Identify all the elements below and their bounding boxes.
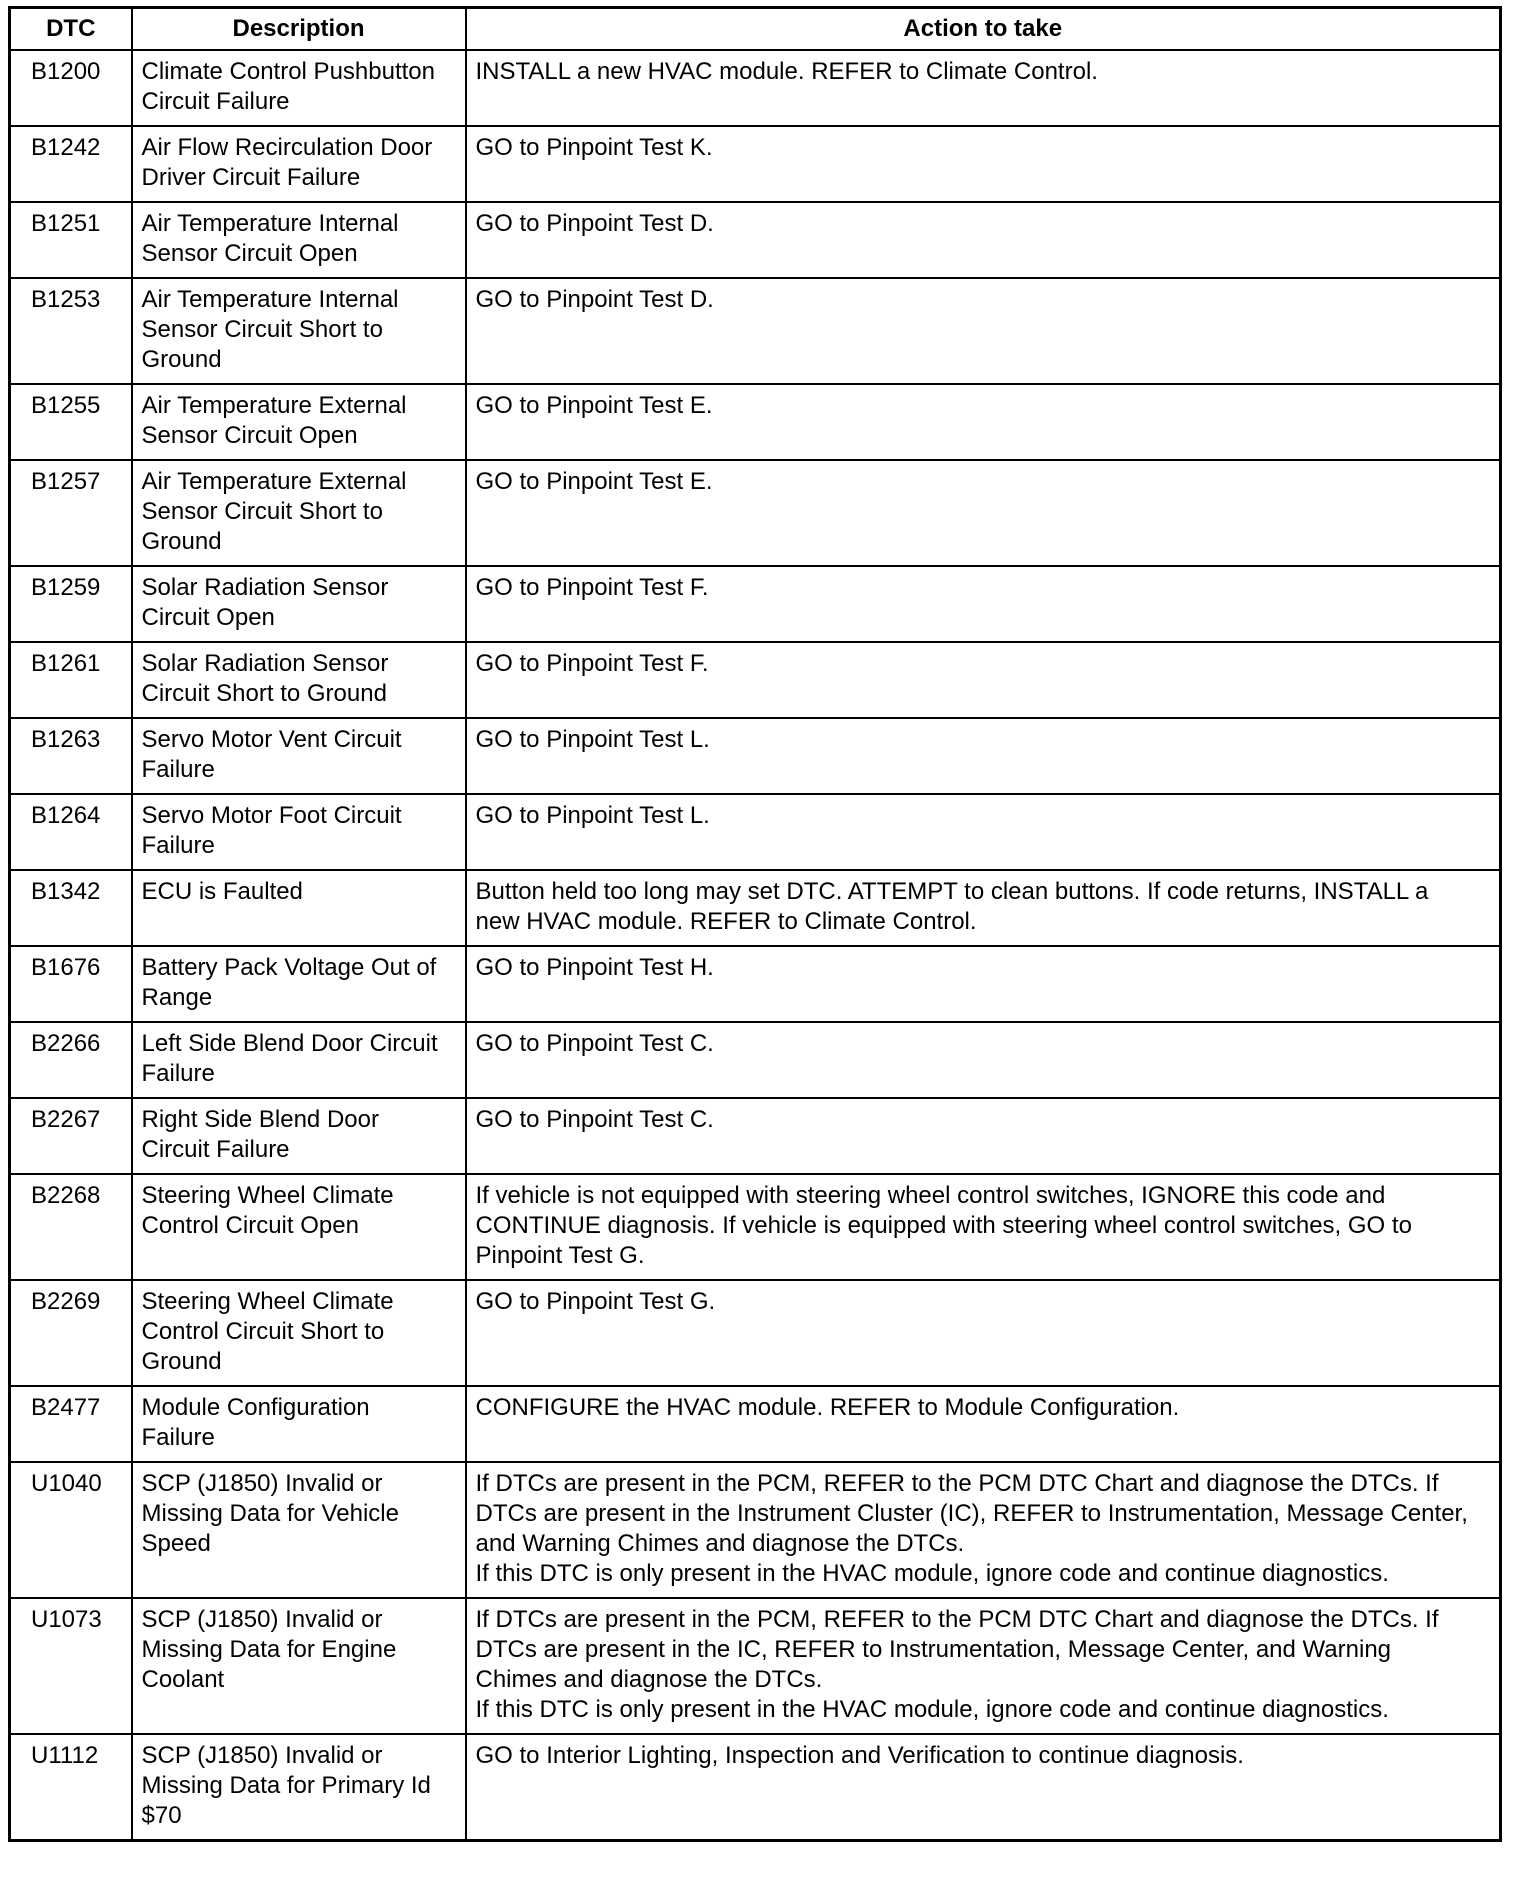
dtc-action: If vehicle is not equipped with steering wheel control switches, IGNORE this code and CONTINUE diagnosis. If vehicle is equipped with steering wheel control switches, GO to Pinpoint Test G.	[466, 1174, 1501, 1280]
dtc-code: U1112	[10, 1734, 132, 1841]
dtc-action: GO to Pinpoint Test H.	[466, 946, 1501, 1022]
table-row	[10, 946, 1501, 1022]
dtc-code: B1255	[10, 384, 132, 460]
dtc-description: Air Flow Recirculation Door Driver Circuit Failure	[132, 126, 466, 202]
dtc-code: B1253	[10, 278, 132, 384]
table-row	[10, 1098, 1501, 1174]
dtc-action: GO to Pinpoint Test C.	[466, 1022, 1501, 1098]
dtc-action: GO to Pinpoint Test K.	[466, 126, 1501, 202]
dtc-action: GO to Pinpoint Test E.	[466, 460, 1501, 566]
dtc-description: Servo Motor Vent Circuit Failure	[132, 718, 466, 794]
dtc-description: Air Temperature External Sensor Circuit Open	[132, 384, 466, 460]
dtc-description: Solar Radiation Sensor Circuit Short to Ground	[132, 642, 466, 718]
dtc-description: Steering Wheel Climate Control Circuit Open	[132, 1174, 466, 1280]
table-row	[10, 718, 1501, 794]
dtc-code: B2267	[10, 1098, 132, 1174]
dtc-action: GO to Pinpoint Test F.	[466, 566, 1501, 642]
table-row	[10, 1174, 1501, 1280]
header-description: Description	[132, 8, 466, 51]
table-row	[10, 1280, 1501, 1386]
dtc-code: B2266	[10, 1022, 132, 1098]
dtc-description: Solar Radiation Sensor Circuit Open	[132, 566, 466, 642]
dtc-action: INSTALL a new HVAC module. REFER to Climate Control.	[466, 50, 1501, 126]
dtc-action: GO to Pinpoint Test L.	[466, 794, 1501, 870]
dtc-action: Button held too long may set DTC. ATTEMPT to clean buttons. If code returns, INSTALL a new HVAC module. REFER to Climate Control.	[466, 870, 1501, 946]
dtc-code: U1073	[10, 1598, 132, 1734]
dtc-code: B1259	[10, 566, 132, 642]
dtc-action: GO to Pinpoint Test C.	[466, 1098, 1501, 1174]
dtc-description: Battery Pack Voltage Out of Range	[132, 946, 466, 1022]
table-row	[10, 566, 1501, 642]
header-action: Action to take	[466, 8, 1501, 51]
table-row	[10, 278, 1501, 384]
dtc-code: B2477	[10, 1386, 132, 1462]
dtc-action: GO to Pinpoint Test D.	[466, 278, 1501, 384]
table-row	[10, 50, 1501, 126]
table-body	[10, 50, 1501, 1841]
dtc-description: SCP (J1850) Invalid or Missing Data for Vehicle Speed	[132, 1462, 466, 1598]
dtc-code: U1040	[10, 1462, 132, 1598]
dtc-description: Climate Control Pushbutton Circuit Failure	[132, 50, 466, 126]
dtc-action: If DTCs are present in the PCM, REFER to the PCM DTC Chart and diagnose the DTCs. If DTCs are present in the IC, REFER to Instrumentation, Message Center, and Warning Chimes and diagnose the DTCs. If this DTC is only present in the HVAC module, ignore code and continue diagnostics.	[466, 1598, 1501, 1734]
dtc-table	[8, 6, 1502, 1842]
dtc-code: B1264	[10, 794, 132, 870]
dtc-description: Left Side Blend Door Circuit Failure	[132, 1022, 466, 1098]
dtc-description: Servo Motor Foot Circuit Failure	[132, 794, 466, 870]
dtc-code: B1261	[10, 642, 132, 718]
dtc-code: B1257	[10, 460, 132, 566]
table-row	[10, 384, 1501, 460]
table-row	[10, 202, 1501, 278]
dtc-action: GO to Pinpoint Test E.	[466, 384, 1501, 460]
dtc-action: GO to Pinpoint Test F.	[466, 642, 1501, 718]
dtc-code: B1342	[10, 870, 132, 946]
table-row	[10, 460, 1501, 566]
table-row	[10, 1386, 1501, 1462]
dtc-code: B1676	[10, 946, 132, 1022]
dtc-code: B1263	[10, 718, 132, 794]
dtc-code: B2268	[10, 1174, 132, 1280]
dtc-description: Module Configuration Failure	[132, 1386, 466, 1462]
dtc-action: GO to Pinpoint Test G.	[466, 1280, 1501, 1386]
dtc-description: Air Temperature Internal Sensor Circuit Short to Ground	[132, 278, 466, 384]
dtc-action: GO to Pinpoint Test D.	[466, 202, 1501, 278]
table-row	[10, 1734, 1501, 1841]
dtc-code: B1251	[10, 202, 132, 278]
dtc-description: ECU is Faulted	[132, 870, 466, 946]
table-row	[10, 1598, 1501, 1734]
dtc-description: SCP (J1850) Invalid or Missing Data for Engine Coolant	[132, 1598, 466, 1734]
table-row	[10, 1462, 1501, 1598]
dtc-code: B1242	[10, 126, 132, 202]
dtc-description: Air Temperature External Sensor Circuit Short to Ground	[132, 460, 466, 566]
table-row	[10, 870, 1501, 946]
dtc-action: If DTCs are present in the PCM, REFER to the PCM DTC Chart and diagnose the DTCs. If DTCs are present in the Instrument Cluster (IC), REFER to Instrumentation, Message Center, and Warning Chimes and diagnose the DTCs. If this DTC is only present in the HVAC module, ignore code and continue diagnostics.	[466, 1462, 1501, 1598]
dtc-description: SCP (J1850) Invalid or Missing Data for Primary Id $70	[132, 1734, 466, 1841]
dtc-code: B2269	[10, 1280, 132, 1386]
dtc-action: CONFIGURE the HVAC module. REFER to Module Configuration.	[466, 1386, 1501, 1462]
table-row	[10, 642, 1501, 718]
table-row	[10, 126, 1501, 202]
dtc-action: GO to Pinpoint Test L.	[466, 718, 1501, 794]
dtc-code: B1200	[10, 50, 132, 126]
table-row	[10, 794, 1501, 870]
header-row	[10, 8, 1501, 51]
table-row	[10, 1022, 1501, 1098]
dtc-description: Steering Wheel Climate Control Circuit Short to Ground	[132, 1280, 466, 1386]
header-dtc: DTC	[10, 8, 132, 51]
dtc-description: Air Temperature Internal Sensor Circuit Open	[132, 202, 466, 278]
dtc-action: GO to Interior Lighting, Inspection and Verification to continue diagnosis.	[466, 1734, 1501, 1841]
dtc-description: Right Side Blend Door Circuit Failure	[132, 1098, 466, 1174]
